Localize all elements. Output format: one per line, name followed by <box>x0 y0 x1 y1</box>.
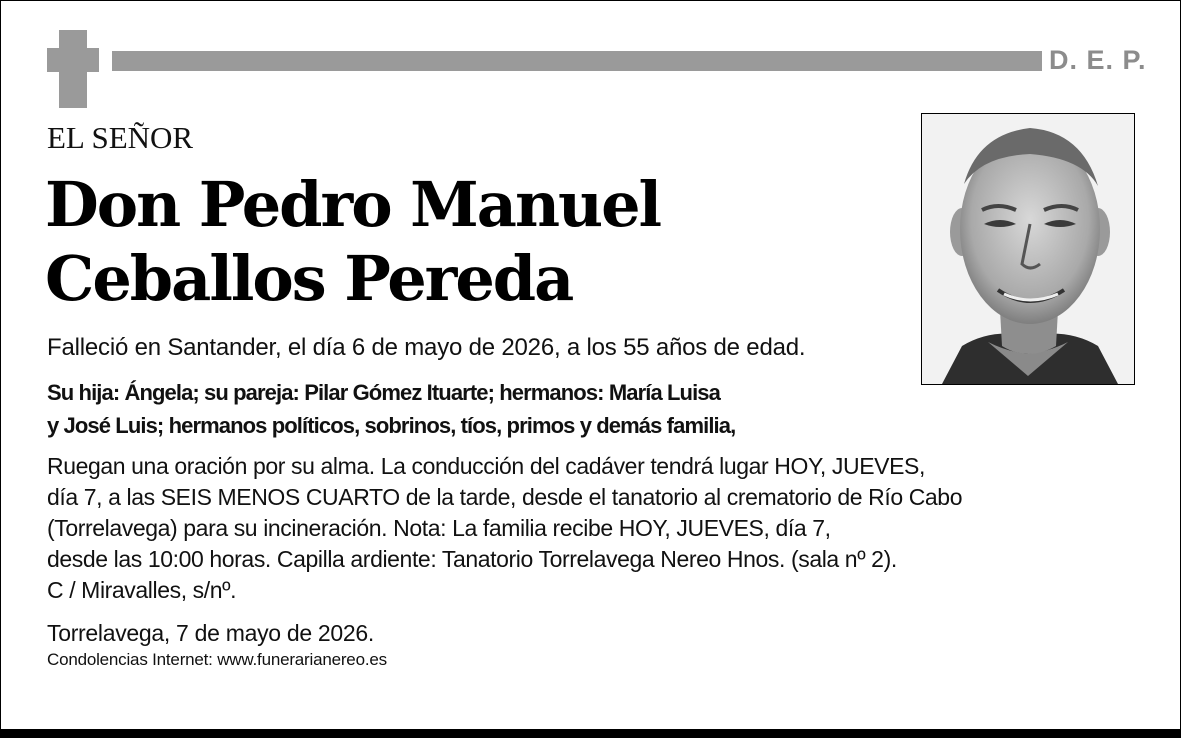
cross-icon-horizontal <box>47 48 99 72</box>
deceased-name-line-2: Ceballos Pereda <box>45 242 573 315</box>
dep-label: D. E. P. <box>1049 45 1147 75</box>
service-line: (Torrelavega) para su incineración. Nota: La familia recibe HOY, JUEVES, día 7, <box>47 515 831 541</box>
service-line: día 7, a las SEIS MENOS CUARTO de la tarde, desde el tanatorio al crematorio de Río Cabo <box>47 484 963 510</box>
condolences-web: Condolencias Internet: www.funerarianereo.es <box>47 650 387 669</box>
deceased-name <box>45 168 660 316</box>
portrait-illustration <box>922 114 1134 384</box>
portrait-photo <box>921 113 1135 385</box>
family-line: y José Luis; hermanos políticos, sobrinos, tíos, primos y demás familia, <box>47 413 736 438</box>
service-line: Ruegan una oración por su alma. La conducción del cadáver tendrá lugar HOY, JUEVES, <box>47 453 925 479</box>
service-line: C / Miravalles, s/nº. <box>47 577 237 603</box>
header-divider-bar <box>112 51 1042 71</box>
deceased-name-line-1: Don Pedro Manuel <box>45 168 661 241</box>
death-statement: Falleció en Santander, el día 6 de mayo de 2026, a los 55 años de edad. <box>47 334 806 361</box>
service-details <box>47 451 962 606</box>
service-line: desde las 10:00 horas. Capilla ardiente: Tanatorio Torrelavega Nereo Hnos. (sala nº 2). <box>47 546 897 572</box>
place-date: Torrelavega, 7 de mayo de 2026. <box>47 620 374 646</box>
family-line: Su hija: Ángela; su pareja: Pilar Gómez Ituarte; hermanos: María Luisa <box>47 380 720 405</box>
family-list <box>47 376 735 442</box>
title-prefix: EL SEÑOR <box>47 120 194 155</box>
